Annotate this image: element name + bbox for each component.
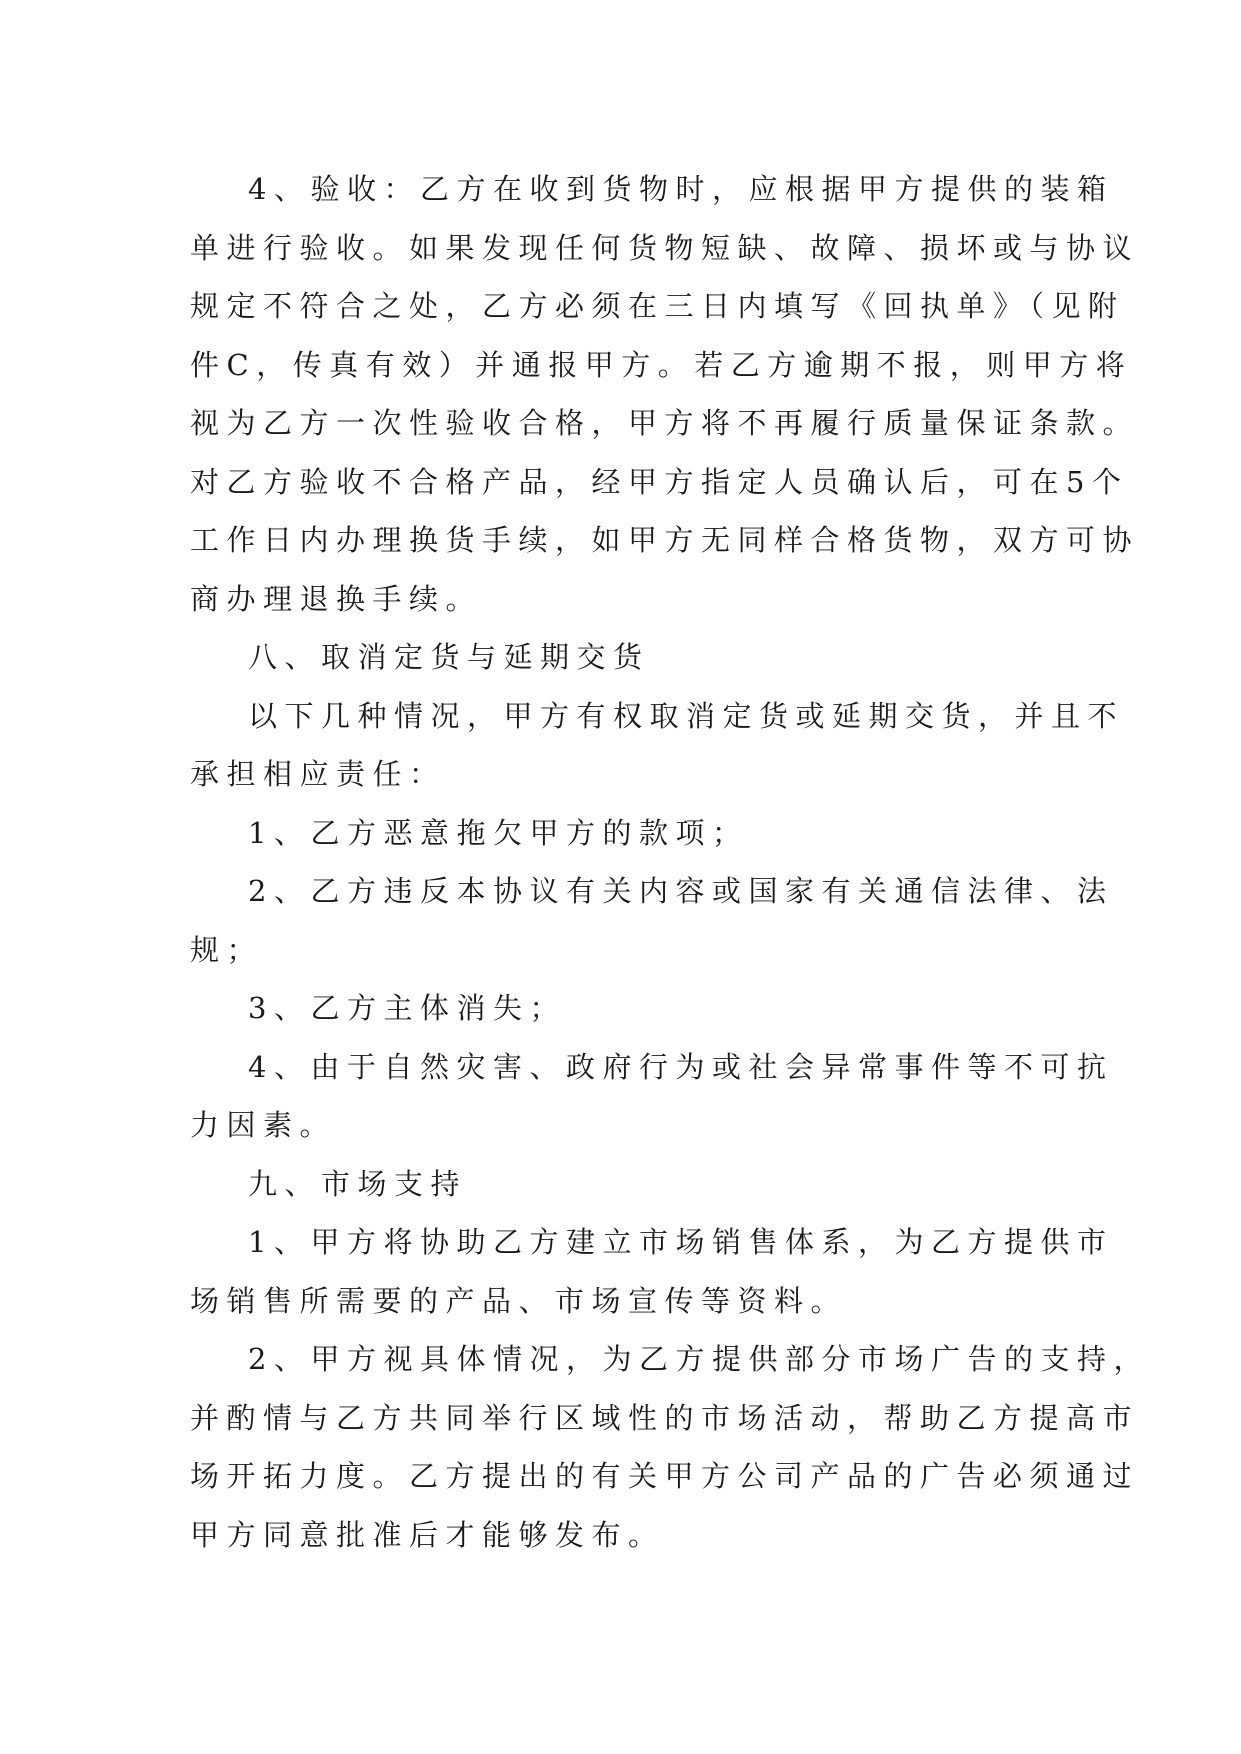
text-line: 1、甲方将协助乙方建立市场销售体系，为乙方提供市 (248, 1225, 1114, 1259)
text-line: 工作日内办理换货手续，如甲方无同样合格货物，双方可协 (190, 523, 1140, 557)
text-line: 力因素。 (190, 1108, 337, 1142)
document-body (190, 160, 1150, 1564)
paragraph-acceptance (190, 160, 1140, 628)
text-line: 3、乙方主体消失； (248, 991, 566, 1025)
text-line: 以下几种情况，甲方有权取消定货或延期交货，并且不 (248, 698, 1125, 733)
text-line: 4、由于自然灾害、政府行为或社会异常事件等不可抗 (248, 1049, 1114, 1084)
list-item-cancel-1 (190, 804, 1050, 863)
text-line: 场开拓力度。乙方提出的有关甲方公司产品的广告必须通过 (190, 1459, 1140, 1493)
section-heading: 八、取消定货与延期交货 (248, 640, 650, 674)
text-line: 视为乙方一次性验收合格，甲方将不再履行质量保证条款。 (190, 406, 1140, 440)
section-heading-cancel-order (190, 628, 1050, 687)
text-line: 1、乙方恶意拖欠甲方的款项； (248, 815, 749, 850)
list-item-cancel-3 (190, 979, 1050, 1038)
section-heading: 九、市场支持 (248, 1166, 468, 1201)
list-item-cancel-4 (190, 1038, 1114, 1155)
text-line: 场销售所需要的产品、市场宣传等资料。 (190, 1283, 848, 1318)
text-line: 2、甲方视具体情况，为乙方提供部分市场广告的支持， (248, 1342, 1150, 1376)
text-line: 规定不符合之处，乙方必须在三日内填写《回执单》（见附 (190, 289, 1125, 323)
text-line: 单进行验收。如果发现任何货物短缺、故障、损坏或与协议 (190, 230, 1140, 265)
text-line: 承担相应责任： (190, 757, 446, 791)
paragraph-cancel-intro (190, 687, 1125, 804)
text-line: 并酌情与乙方共同举行区域性的市场活动，帮助乙方提高市 (190, 1400, 1140, 1435)
text-line: 商办理退换手续。 (190, 581, 483, 616)
text-line: 件C，传真有效）并通报甲方。若乙方逾期不报，则甲方将 (190, 347, 1133, 382)
text-line: 甲方同意批准后才能够发布。 (190, 1517, 665, 1552)
text-line: 4、验收：乙方在收到货物时，应根据甲方提供的装箱 (248, 172, 1114, 206)
text-line: 规； (190, 932, 264, 967)
text-line: 对乙方验收不合格产品，经甲方指定人员确认后，可在5个 (190, 464, 1129, 499)
list-item-cancel-2 (190, 862, 1114, 979)
section-heading-market-support (190, 1155, 1050, 1214)
list-item-support-1 (190, 1213, 1114, 1330)
list-item-support-2 (190, 1330, 1150, 1564)
text-line: 2、乙方违反本协议有关内容或国家有关通信法律、法 (248, 874, 1114, 908)
